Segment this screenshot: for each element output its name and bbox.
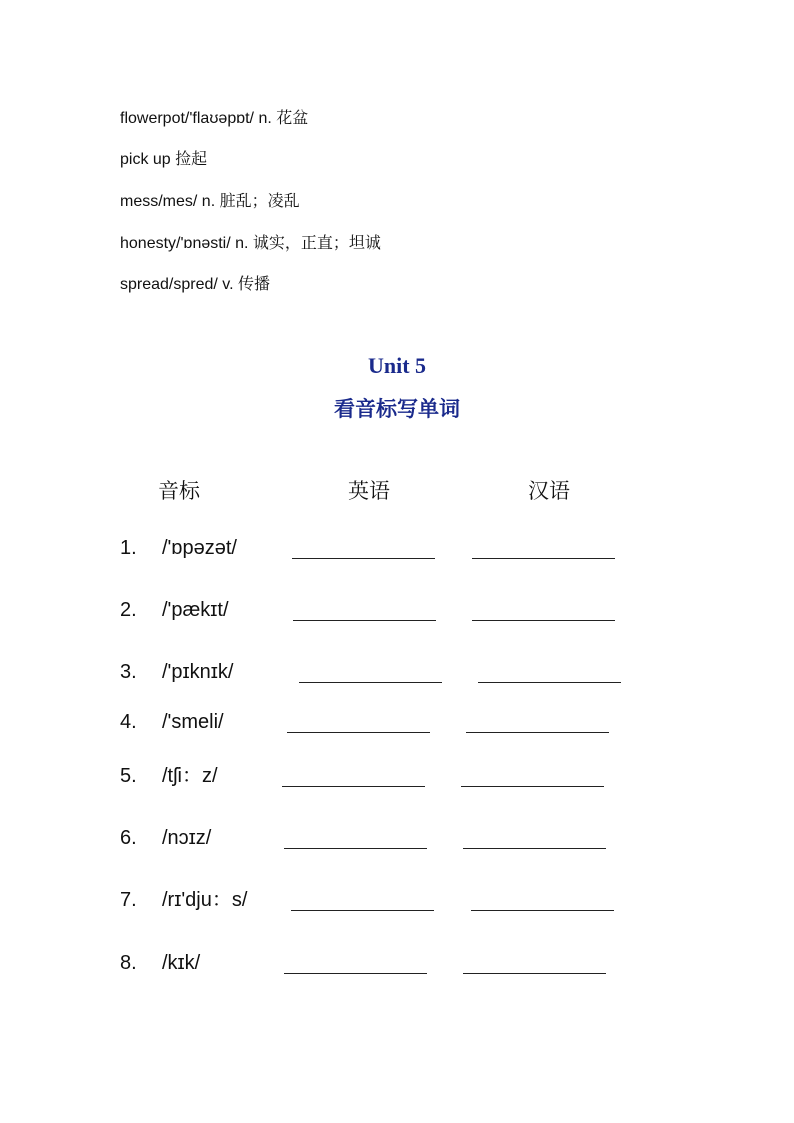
exercise-row [0,887,794,917]
chinese-answer-blank[interactable] [471,910,614,911]
row-number: 4. [120,711,137,733]
chinese-answer-blank[interactable] [466,732,609,733]
vocab-line-mess: mess/mes/ n. 脏乱；凌乱 [120,193,300,210]
row-phonetic: /'smeli/ [162,711,224,733]
english-answer-blank[interactable] [292,558,435,559]
row-phonetic: /'ɒpəzət/ [162,537,237,559]
row-number: 6. [120,827,137,849]
exercise-row [0,597,794,627]
row-number: 2. [120,599,137,621]
row-number: 1. [120,537,137,559]
row-phonetic: /kɪk/ [162,952,201,974]
row-number: 3. [120,661,137,683]
chinese-answer-blank[interactable] [463,848,606,849]
row-phonetic: /rɪ'dju：s/ [162,889,248,911]
column-header-english: 英语 [348,480,390,503]
exercise-row [0,763,794,793]
exercise-row [0,535,794,565]
english-answer-blank[interactable] [287,732,430,733]
vocab-line-flowerpot: flowerpot/'flaʊəpɒt/ n. 花盆 [120,110,309,127]
chinese-answer-blank[interactable] [478,682,621,683]
english-answer-blank[interactable] [291,910,434,911]
column-header-chinese: 汉语 [528,480,570,503]
vocab-line-spread: spread/spred/ v. 传播 [120,276,270,293]
english-answer-blank[interactable] [299,682,442,683]
vocab-line-pick-up: pick up 捡起 [120,151,208,168]
unit-subtitle: 看音标写单词 [334,397,460,421]
column-header-phonetic: 音标 [158,480,200,503]
english-answer-blank[interactable] [284,848,427,849]
row-phonetic: /tʃi：z/ [162,765,218,787]
exercise-row [0,659,794,689]
row-number: 8. [120,952,137,974]
chinese-answer-blank[interactable] [472,620,615,621]
row-phonetic: /nɔɪz/ [162,827,212,849]
exercise-row [0,825,794,855]
english-answer-blank[interactable] [282,786,425,787]
row-number: 7. [120,889,137,911]
exercise-row [0,709,794,739]
english-answer-blank[interactable] [284,973,427,974]
chinese-answer-blank[interactable] [461,786,604,787]
exercise-row [0,950,794,980]
unit-title: Unit 5 [367,353,427,378]
vocab-line-honesty: honesty/'ɒnəsti/ n. 诚实，正直；坦诚 [120,235,381,252]
chinese-answer-blank[interactable] [472,558,615,559]
row-phonetic: /'pækɪt/ [162,599,229,621]
row-number: 5. [120,765,137,787]
row-phonetic: /'pɪknɪk/ [162,661,234,683]
english-answer-blank[interactable] [293,620,436,621]
chinese-answer-blank[interactable] [463,973,606,974]
